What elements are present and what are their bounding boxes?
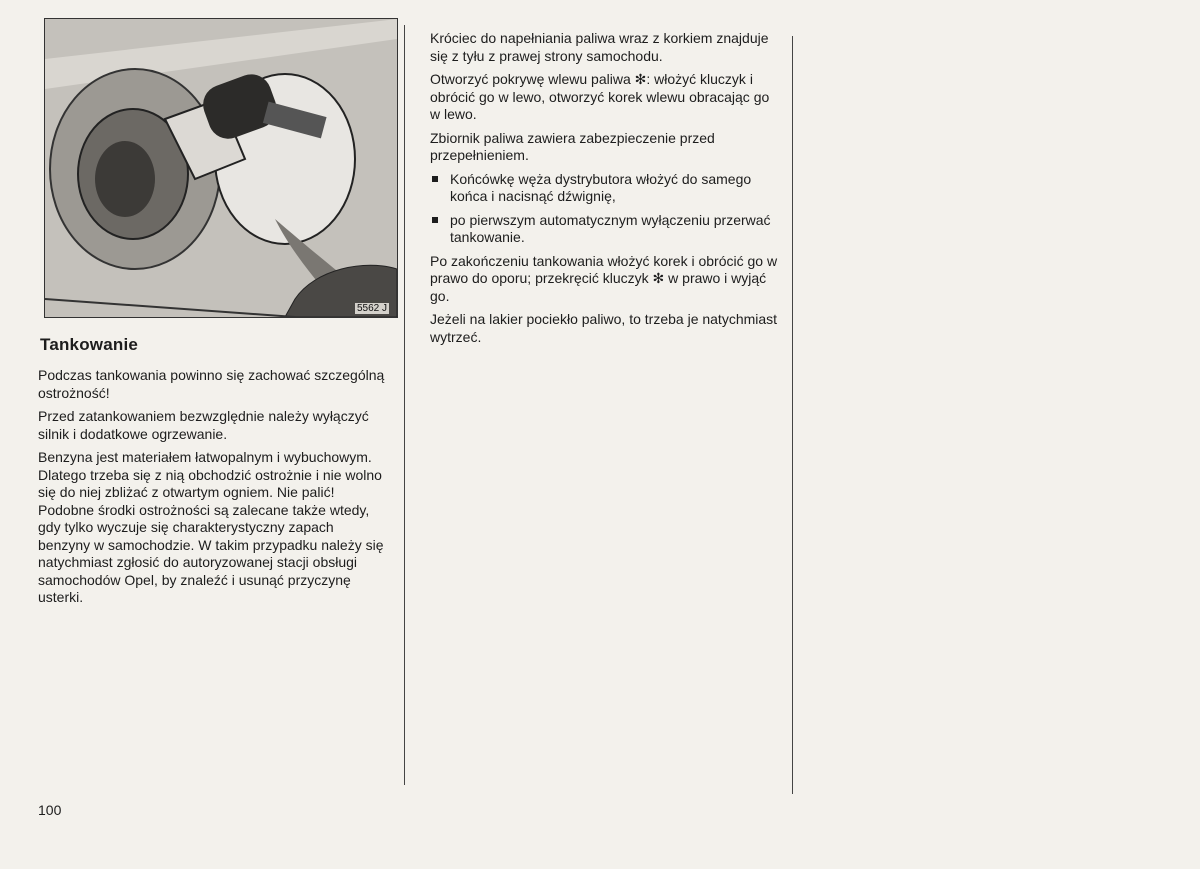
paragraph: Jeżeli na lakier pociekło paliwo, to trzeba je natychmiast wytrzeć. <box>430 311 778 345</box>
paragraph: Przed zatankowaniem bezwzględnie należy wyłączyć silnik i dodatkowe ogrzewanie. <box>38 408 369 442</box>
figure-code: 5562 J <box>356 303 387 314</box>
paragraph: Otworzyć pokrywę wlewu paliwa ✻: włożyć kluczyk i obrócić go w lewo, otworzyć korek wlewu obracając go w lewo. <box>430 71 770 122</box>
bullet-icon <box>432 176 438 182</box>
list-item <box>430 212 780 247</box>
left-column <box>38 335 388 613</box>
column-divider <box>792 36 793 794</box>
column-divider <box>404 25 405 785</box>
paragraph: Benzyna jest materiałem łatwopalnym i wybuchowym. Dlatego trzeba się z nią obchodzić ostrożnie i nie wolno się do niej zbliżać z otwartym ogniem. Nie palić! Podobne środki ostrożności są zalecane także wtedy, gdy tylko wyczuje się charakterystyczny zapach benzyny w samochodzie. W takim przypadku należy się natychmiast zgłosić do autoryzowanej stacji obsługi samochodów Opel, by znaleźć i usunąć przyczynę usterki. <box>38 449 384 605</box>
paragraph: Zbiornik paliwa zawiera zabezpieczenie przed przepełnieniem. <box>430 129 715 163</box>
list-item <box>430 171 780 206</box>
fuel-filler-illustration <box>44 18 398 318</box>
paragraph: Króciec do napełniania paliwa wraz z korkiem znajduje się z tyłu z prawej strony samochodu. <box>430 30 769 64</box>
section-heading: Tankowanie <box>40 335 139 354</box>
paragraph: Podczas tankowania powinno się zachować szczególną ostrożność! <box>38 367 385 401</box>
fuel-cap-drawing <box>45 19 397 317</box>
list-item-text: Końcówkę węża dystrybutora włożyć do samego końca i nacisnąć dźwignię, <box>450 170 752 204</box>
right-column <box>430 30 780 352</box>
page-number: 100 <box>38 802 62 818</box>
bullet-icon <box>432 217 438 223</box>
list-item-text: po pierwszym automatycznym wyłączeniu przerwać tankowanie. <box>450 211 771 245</box>
paragraph: Po zakończeniu tankowania włożyć korek i obrócić go w prawo do oporu; przekręcić kluczyk ✻ w prawo i wyjąć go. <box>430 252 778 304</box>
